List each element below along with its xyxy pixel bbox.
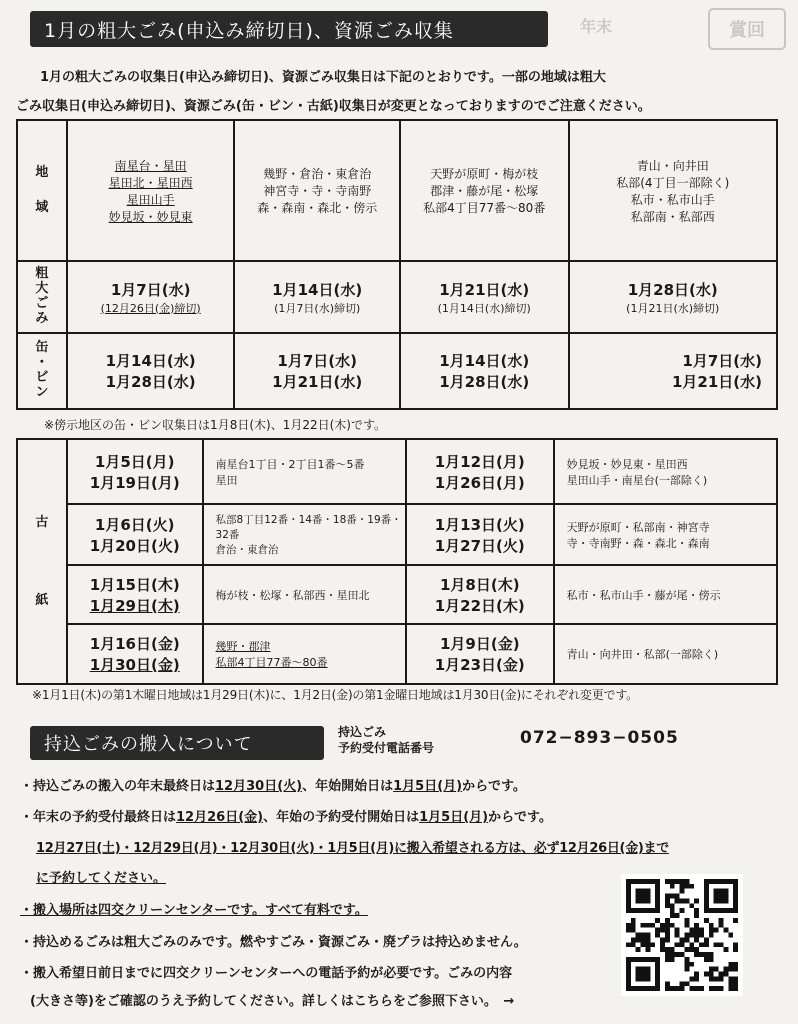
bullet-acceptable-waste: ・持込めるごみは粗大ごみのみです。燃やすごみ・資源ごみ・廃プラは持込めません。 [20, 935, 527, 950]
paper-left-areas-4: 幾野・郡津 私部4丁目77番〜80番 [203, 624, 406, 684]
bulky-cell-4: 1月28日(水) (1月21日(水)締切) [569, 261, 778, 333]
row-label-paper: 古 紙 [17, 439, 67, 684]
note-boji: ※傍示地区の缶・ビン収集日は1月8日(木)、1月22日(木)です。 [44, 418, 386, 432]
paper-left-areas-3: 梅が枝・松塚・私部西・星田北 [203, 565, 406, 624]
paper-left-dates-3: 1月15日(木) 1月29日(木) [67, 565, 203, 624]
cans-cell-4: 1月7日(水) 1月21日(水) [569, 333, 778, 409]
paper-left-areas-2: 私部8丁目12番・14番・18番・19番・32番 倉治・東倉治 [203, 504, 406, 565]
section-header-carry-in: 持込ごみの搬入について [30, 726, 324, 760]
schedule-table-paper [16, 438, 778, 685]
bullet-reservation-dates: ・年末の予約受付最終日は12月26日(金)、年始の予約受付開始日は1月5日(月)からです。 [20, 810, 552, 825]
cans-cell-3: 1月14日(水) 1月28日(水) [400, 333, 569, 409]
qr-code-icon[interactable] [621, 874, 743, 996]
bulky-cell-2: 1月14日(水) (1月7日(水)締切) [234, 261, 400, 333]
intro-line-2: ごみ収集日(申込み締切日)、資源ごみ(缶・ビン・古紙)収集日が変更となっておりますのでご注意ください。 [16, 99, 651, 114]
area-cell-4: 青山・向井田 私部(4丁目一部除く) 私市・私市山手 私部南・私部西 [569, 120, 778, 261]
phone-label: 持込ごみ 予約受付電話番号 [338, 725, 435, 756]
bullet-carry-in-dates: ・持込ごみの搬入の年末最終日は12月30日(火)、年始開始日は1月5日(月)からです。 [20, 779, 526, 794]
schedule-table-bulky-cans [16, 119, 778, 410]
bullet-location: ・搬入場所は四交クリーンセンターです。すべて有料です。 [20, 903, 368, 918]
area-cell-3: 天野が原町・梅が枝 郡津・藤が尾・松塚 私部4丁目77番〜80番 [400, 120, 569, 261]
bullet-deadline-line-1: 12月27日(土)・12月29日(月)・12月30日(火)・1月5日(月)に搬入希望される方は、必ず12月26日(金)まで [36, 841, 669, 856]
area-cell-1: 南星台・星田 星田北・星田西 星田山手 妙見坂・妙見東 [67, 120, 235, 261]
bulky-cell-3: 1月21日(水) (1月14日(水)締切) [400, 261, 569, 333]
paper-left-dates-2: 1月6日(火) 1月20日(火) [67, 504, 203, 565]
bullet-phone-reservation: ・搬入希望日前日までに四交クリーンセンターへの電話予約が必要です。ごみの内容 [20, 966, 513, 981]
paper-right-dates-1: 1月12日(月) 1月26日(月) [406, 439, 554, 504]
row-label-area: 地 域 [17, 120, 67, 261]
paper-right-dates-2: 1月13日(火) 1月27日(火) [406, 504, 554, 565]
paper-right-areas-4: 青山・向井田・私部(一部除く) [554, 624, 777, 684]
note-first-weekday: ※1月1日(木)の第1木曜日地域は1月29日(木)に、1月2日(金)の第1金曜日地域は1月30日(金)にそれぞれ変更です。 [32, 688, 638, 702]
cans-cell-1: 1月14日(水) 1月28日(水) [67, 333, 235, 409]
area-cell-2: 幾野・倉治・東倉治 神宮寺・寺・寺南野 森・森南・森北・傍示 [234, 120, 400, 261]
ghost-text: 年末 [580, 17, 613, 36]
paper-left-dates-1: 1月5日(月) 1月19日(月) [67, 439, 203, 504]
bullet-deadline-line-2: に予約してください。 [36, 871, 167, 886]
bulky-cell-1: 1月7日(水) (12月26日(金)締切) [67, 261, 235, 333]
ghost-badge: 賞回 [708, 8, 786, 50]
phone-number: 072−893−0505 [520, 728, 679, 748]
row-label-bulky: 粗 大 ご み [17, 261, 67, 333]
paper-right-areas-1: 妙見坂・妙見東・星田西 星田山手・南星台(一部除く) [554, 439, 777, 504]
cans-cell-2: 1月7日(水) 1月21日(水) [234, 333, 400, 409]
paper-right-dates-4: 1月9日(金) 1月23日(金) [406, 624, 554, 684]
row-label-cans: 缶 ・ ビ ン [17, 333, 67, 409]
paper-left-dates-4: 1月16日(金) 1月30日(金) [67, 624, 203, 684]
bullet-details: (大きさ等)をご確認のうえ予約してください。詳しくはこちらをご参照下さい。 → [30, 994, 515, 1009]
paper-left-areas-1: 南星台1丁目・2丁目1番〜5番 星田 [203, 439, 406, 504]
paper-right-dates-3: 1月8日(木) 1月22日(木) [406, 565, 554, 624]
paper-right-areas-2: 天野が原町・私部南・神宮寺 寺・寺南野・森・森北・森南 [554, 504, 777, 565]
section-header-bulky: 1月の粗大ごみ(申込み締切日)、資源ごみ収集 [30, 11, 548, 47]
intro-line-1: 1月の粗大ごみの収集日(申込み締切日)、資源ごみ収集日は下記のとおりです。一部の地域は粗大 [40, 70, 606, 85]
paper-right-areas-3: 私市・私市山手・藤が尾・傍示 [554, 565, 777, 624]
